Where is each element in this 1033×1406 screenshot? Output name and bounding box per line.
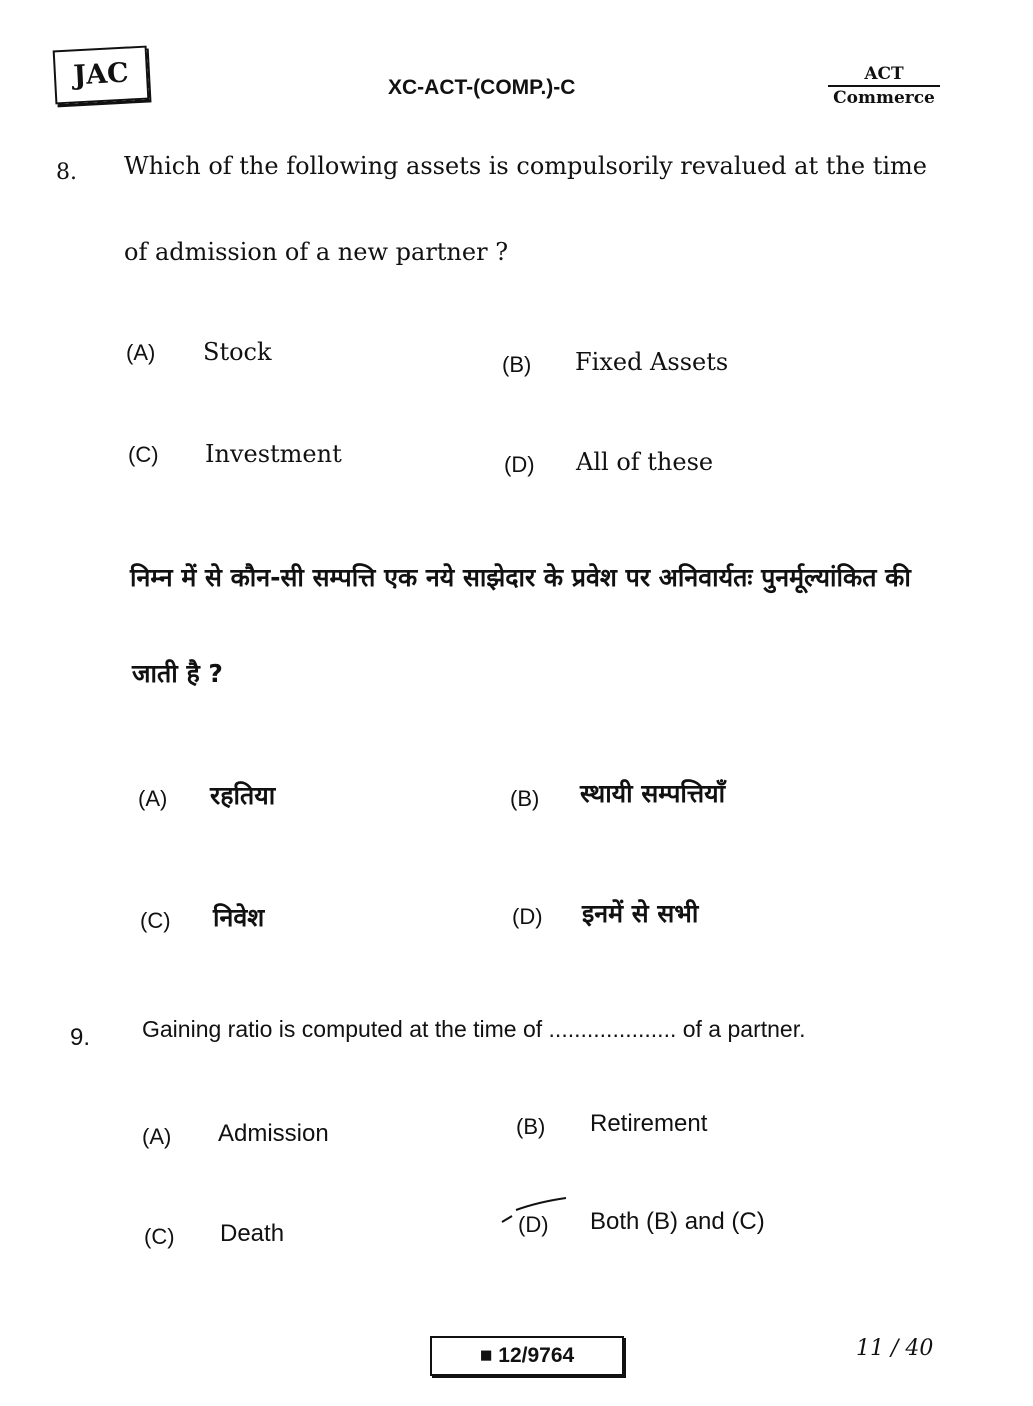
subject-code: ACT	[828, 64, 940, 87]
q9-option-d-label: (D)	[518, 1212, 549, 1237]
question-8-text-line1: Which of the following assets is compulsorily revalued at the time	[124, 152, 927, 180]
question-9-text: Gaining ratio is computed at the time of .................... of a partner.	[142, 1016, 806, 1042]
q9-option-b-label: (B)	[516, 1114, 546, 1139]
q9-option-d-text: Both (B) and (C)	[590, 1208, 765, 1235]
subject-name: Commerce	[833, 88, 935, 108]
q8-option-a-label: (A)	[126, 340, 156, 365]
question-8-text-line2: of admission of a new partner ?	[124, 238, 509, 266]
q8-hindi-option-b-label: (B)	[510, 786, 540, 811]
q8-option-c-text: Investment	[205, 440, 342, 468]
q8-hindi-option-a-label: (A)	[138, 786, 168, 811]
q8-option-b-text: Fixed Assets	[575, 348, 729, 376]
q8-option-d-label: (D)	[504, 452, 535, 477]
q9-option-a-label: (A)	[142, 1124, 172, 1149]
q8-hindi-option-b-text: स्थायी सम्पत्तियाँ	[580, 779, 726, 808]
subject-block	[828, 64, 940, 108]
question-9-number: 9.	[70, 1024, 91, 1051]
q9-option-b-text: Retirement	[590, 1110, 708, 1137]
q8-hindi-option-c-label: (C)	[140, 908, 171, 933]
jac-logo-text: JAC	[72, 57, 130, 92]
paper-code: XC-ACT-(COMP.)-C	[388, 76, 576, 99]
jac-logo-box	[53, 46, 150, 105]
q9-option-c-text: Death	[220, 1220, 285, 1247]
q8-option-d-text: All of these	[576, 448, 714, 476]
answer-tick-mark-icon	[498, 1196, 568, 1236]
question-8-hindi-line1: निम्न में से कौन-सी सम्पत्ति एक नये साझेदार के प्रवेश पर अनिवार्यतः पुनर्मूल्यांकित की	[130, 563, 911, 592]
q8-hindi-option-a-text: रहतिया	[210, 781, 276, 810]
booklet-code: ■ 12/9764	[479, 1344, 575, 1367]
page-number: 11 / 40	[856, 1336, 934, 1361]
question-8-number: 8.	[56, 160, 77, 185]
q8-option-b-label: (B)	[502, 352, 532, 377]
booklet-code-box	[430, 1336, 624, 1376]
q8-hindi-option-d-label: (D)	[512, 904, 543, 929]
question-8-hindi-line2: जाती है ?	[132, 659, 223, 688]
q9-option-c-label: (C)	[144, 1224, 175, 1249]
q8-hindi-option-c-text: निवेश	[213, 903, 265, 932]
q8-hindi-option-d-text: इनमें से सभी	[582, 899, 699, 928]
q8-option-a-text: Stock	[203, 338, 272, 366]
q9-option-a-text: Admission	[218, 1120, 329, 1147]
q8-option-c-label: (C)	[128, 442, 159, 467]
